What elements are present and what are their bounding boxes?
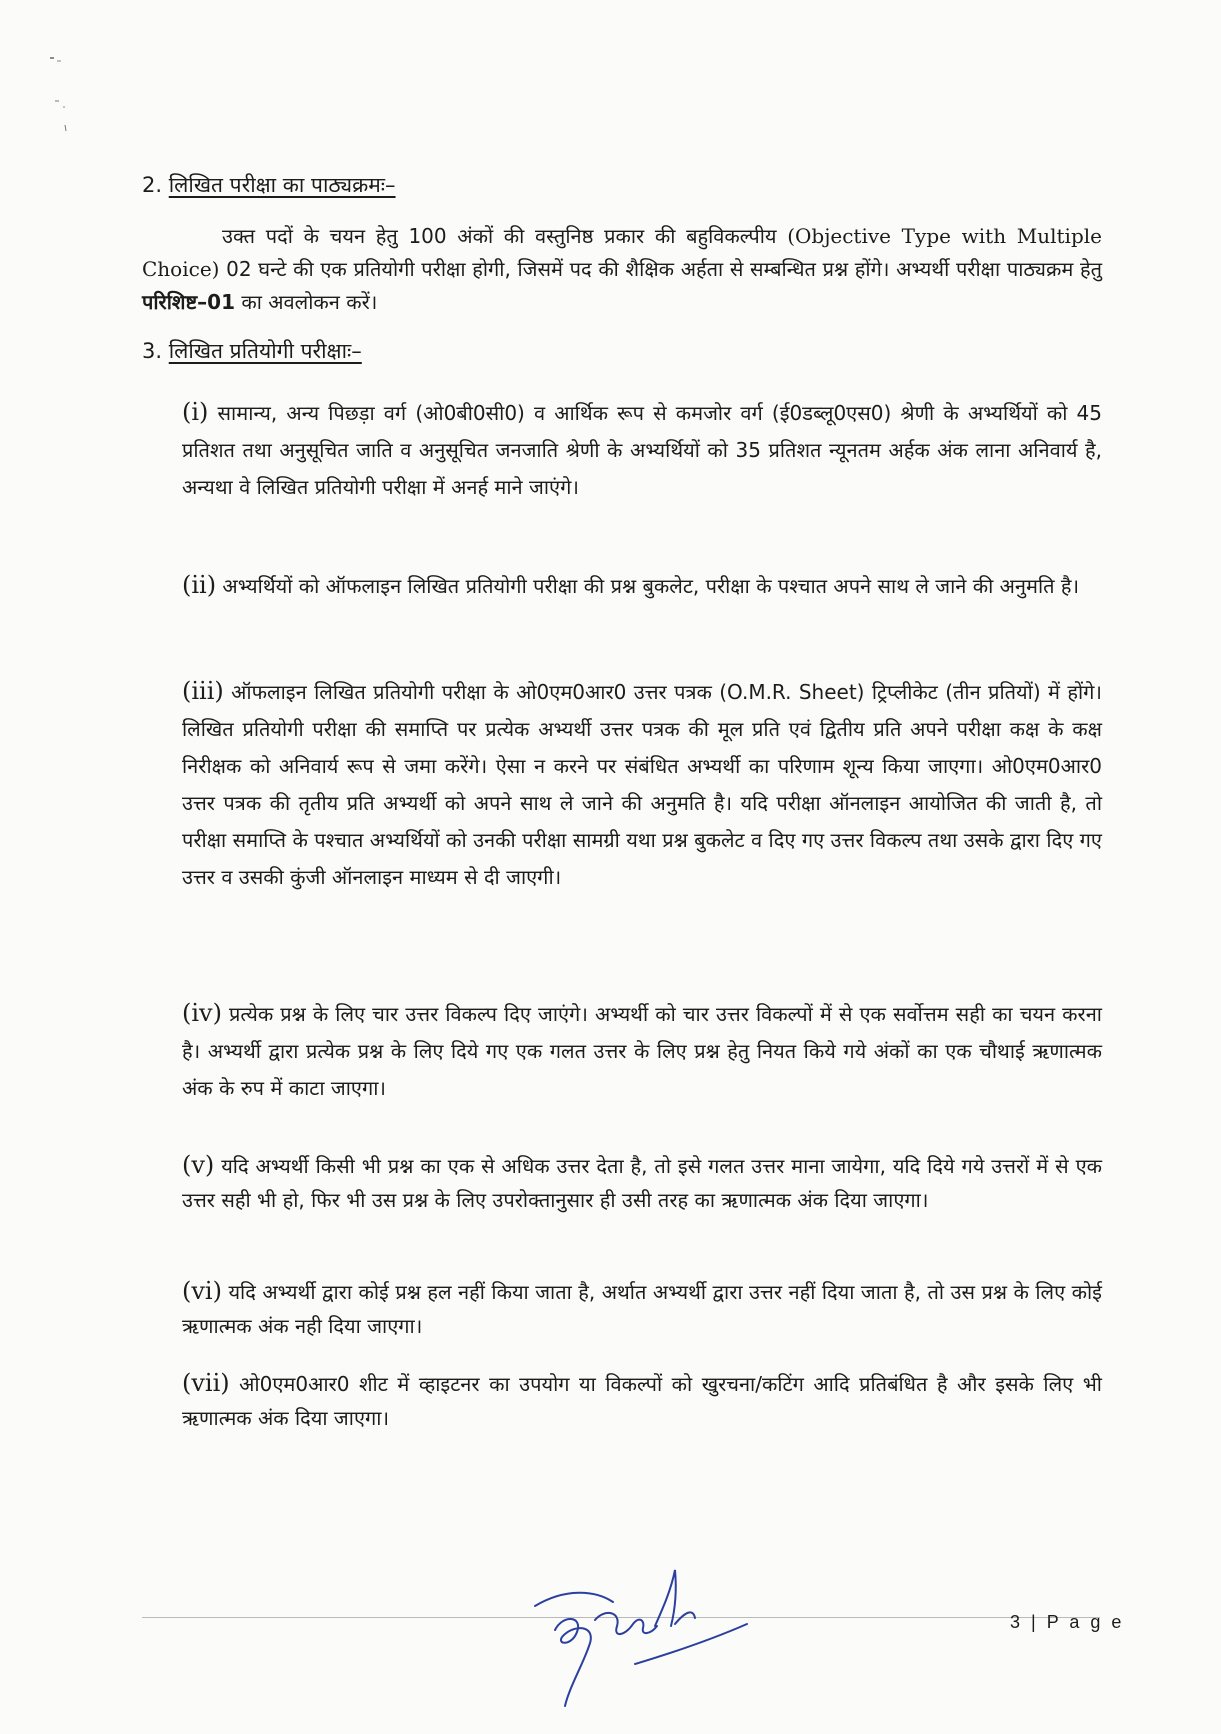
section-2-heading <box>142 170 396 200</box>
section-2-paragraph <box>142 220 1102 319</box>
rule-item-iii <box>182 673 1102 896</box>
rule-item-iv <box>182 995 1102 1107</box>
rule-item-text: सामान्य, अन्य पिछड़ा वर्ग (ओ0बी0सी0) व आर्थिक रूप से कमजोर वर्ग (ई0डब्लू0एस0) श्रेणी के अभ्यर्थियों को 45 प्रतिशत तथा अनुसूचित जाति व अनुसूचित जनजाति श्रेणी के अभ्यर्थियों को 35 प्रतिशत न्यूनतम अर्हक अंक लाना अनिवार्य है, अन्यथा वे लिखित प्रतियोगी परीक्षा में अनर्ह माने जाएंगे। <box>182 401 1102 499</box>
section-3-heading <box>142 336 362 366</box>
rule-item-number: (i) <box>182 398 209 426</box>
handwritten-signature <box>525 1568 750 1713</box>
section-2-annexure-ref: परिशिष्ट–01 <box>142 290 236 314</box>
section-2-number: 2. <box>142 173 163 197</box>
section-3-title: लिखित प्रतियोगी परीक्षाः– <box>168 339 362 363</box>
rule-item-vii <box>182 1366 1102 1435</box>
section-2-text-english: (Objective Type with Multiple Choice) <box>142 224 1102 281</box>
rule-item-number: (v) <box>182 1151 215 1179</box>
rule-item-i <box>182 394 1102 506</box>
section-3-number: 3. <box>142 339 163 363</box>
rule-item-v <box>182 1148 1102 1217</box>
rule-item-text: ओ0एम0आर0 शीट में व्हाइटनर का उपयोग या विकल्पों को खुरचना/कटिंग आदि प्रतिबंधित है और इसके लिए भी ऋणात्मक अंक दिया जाएगा। <box>182 1372 1102 1430</box>
rule-item-text: यदि अभ्यर्थी द्वारा कोई प्रश्न हल नहीं किया जाता है, अर्थात अभ्यर्थी द्वारा उत्तर नहीं दिया जाता है, तो उस प्रश्न के लिए कोई ऋणात्मक अंक नही दिया जाएगा। <box>182 1280 1102 1338</box>
rule-item-number: (iv) <box>182 999 222 1027</box>
section-2-title: लिखित परीक्षा का पाठ्यक्रमः– <box>168 173 396 197</box>
rule-item-text: यदि अभ्यर्थी किसी भी प्रश्न का एक से अधिक उत्तर देता है, तो इसे गलत उत्तर माना जायेगा, यदि दिये गये उत्तरों में से एक उत्तर सही भी हो, फिर भी उस प्रश्न के लिए उपरोक्तानुसार ही उसी तरह का ऋणात्मक अंक दिया जाएगा। <box>182 1154 1102 1212</box>
section-2-text-a: उक्त पदों के चयन हेतु 100 अंकों की वस्तुनिष्ठ प्रकार की बहुविकल्पीय <box>222 224 788 248</box>
rule-item-number: (vii) <box>182 1369 230 1397</box>
scan-specks <box>45 55 75 145</box>
page-number: 3 | P a g e <box>1010 1612 1125 1632</box>
rule-item-vi <box>182 1274 1102 1343</box>
rule-item-text: प्रत्येक प्रश्न के लिए चार उत्तर विकल्प दिए जाएंगे। अभ्यर्थी को चार उत्तर विकल्पों में से एक सर्वोत्तम सही का चयन करना है। अभ्यर्थी द्वारा प्रत्येक प्रश्न के लिए दिये गए एक गलत उत्तर के लिए प्रश्न हेतु नियत किये गये अंकों का एक चौथाई ऋणात्मक अंक के रुप में काटा जाएगा। <box>182 1002 1102 1100</box>
section-2-text-c: का अवलोकन करें। <box>235 290 378 314</box>
rule-item-text: ऑफलाइन लिखित प्रतियोगी परीक्षा के ओ0एम0आर0 उत्तर पत्रक (O.M.R. Sheet) ट्रिप्लीकेट (तीन प्रतियों) में होंगे। लिखित प्रतियोगी परीक्षा की समाप्ति पर प्रत्येक अभ्यर्थी उत्तर पत्रक की मूल प्रति एवं द्वितीय प्रति अपने परीक्षा कक्ष के कक्ष निरीक्षक को अनिवार्य रूप से जमा करेंगे। ऐसा न करने पर संबंधित अभ्यर्थी का परिणाम शून्य किया जाएगा। ओ0एम0आर0 उत्तर पत्रक की तृतीय प्रति अभ्यर्थी को अपने साथ ले जाने की अनुमति है। यदि परीक्षा ऑनलाइन आयोजित की जाती है, तो परीक्षा समाप्ति के पश्चात अभ्यर्थियों को उनकी परीक्षा सामग्री यथा प्रश्न बुकलेट व दिए गए उत्तर विकल्प तथा उसके द्वारा दिए गए उत्तर व उसकी कुंजी ऑनलाइन माध्यम से दी जाएगी। <box>182 680 1102 889</box>
rule-item-number: (iii) <box>182 677 224 705</box>
rule-item-number: (vi) <box>182 1277 222 1305</box>
rule-item-ii <box>182 567 1102 605</box>
rule-item-text: अभ्यर्थियों को ऑफलाइन लिखित प्रतियोगी परीक्षा की प्रश्न बुकलेट, परीक्षा के पश्चात अपने साथ ले जाने की अनुमति है। <box>216 574 1080 598</box>
rule-item-number: (ii) <box>182 571 217 599</box>
section-2-text-b: 02 घन्टे की एक प्रतियोगी परीक्षा होगी, जिसमें पद की शैक्षिक अर्हता से सम्बन्धित प्रश्न होंगे। अभ्यर्थी परीक्षा पाठ्यक्रम हेतु <box>219 257 1102 281</box>
